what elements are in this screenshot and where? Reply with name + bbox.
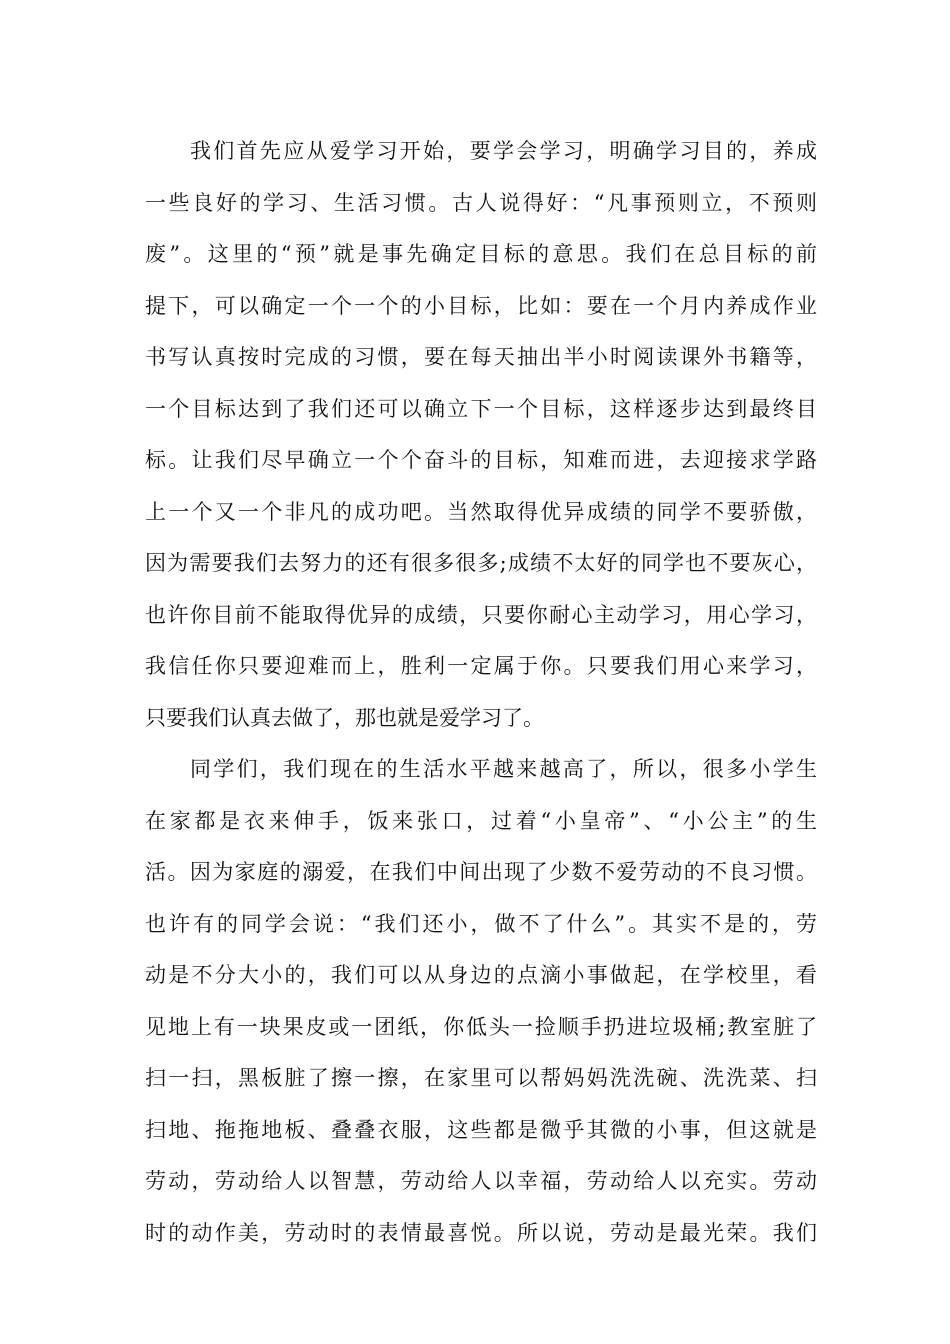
paragraph-2-line-1: 同学们，我们现在的生活水平越来越高了，所以，很多小学生 [190,757,817,781]
paragraph-2-line-3: 活。因为家庭的溺爱，在我们中间出现了少数不爱劳动的不良习惯。 [145,860,817,884]
paragraph-2-line-2: 在家都是衣来伸手，饭来张口，过着“小皇帝”、“小公主”的生 [145,808,817,833]
paragraph-1-line-9: 因为需要我们去努力的还有很多很多;成绩不太好的同学也不要灰心， [145,551,817,575]
paragraph-1-line-1: 我们首先应从爱学习开始，要学会学习，明确学习目的，养成 [190,139,817,163]
paragraph-2-line-5: 动是不分大小的，我们可以从身边的点滴小事做起，在学校里，看 [145,963,817,987]
paragraph-1-line-7: 标。让我们尽早确立一个个奋斗的目标，知难而进，去迎接求学路 [145,448,817,472]
paragraph-2-line-6: 见地上有一块果皮或一团纸，你低头一捡顺手扔进垃圾桶;教室脏了 [145,1014,817,1039]
paragraph-1-line-10: 也许你目前不能取得优异的成绩，只要你耐心主动学习，用心学习， [145,602,817,627]
paragraph-2-line-9: 劳动，劳动给人以智慧，劳动给人以幸福，劳动给人以充实。劳动 [145,1169,817,1193]
document-body [145,131,817,1264]
paragraph-1-line-3: 废”。这里的“预”就是事先确定目标的意思。我们在总目标的前 [145,242,817,266]
paragraph-1-line-5: 书写认真按时完成的习惯，要在每天抽出半小时阅读课外书籍等， [145,345,817,369]
paragraph-2-line-4: 也许有的同学会说：“我们还小，做不了什么”。其实不是的，劳 [145,911,817,936]
paragraph-2-line-7: 扫一扫，黑板脏了擦一擦，在家里可以帮妈妈洗洗碗、洗洗菜、扫 [145,1066,817,1090]
paragraph-1-line-6: 一个目标达到了我们还可以确立下一个目标，这样逐步达到最终目 [145,396,817,421]
paragraph-1-line-8: 上一个又一个非凡的成功吧。当然取得优异成绩的同学不要骄傲， [145,499,817,524]
paragraph-1-line-2: 一些良好的学习、生活习惯。古人说得好：“凡事预则立，不预则 [145,190,817,215]
paragraph-1-line-4: 提下，可以确定一个一个的小目标，比如：要在一个月内养成作业 [145,293,817,318]
paragraph-2-line-10: 时的动作美，劳动时的表情最喜悦。所以说，劳动是最光荣。我们 [145,1220,817,1245]
paragraph-1-line-11: 我信任你只要迎难而上，胜利一定属于你。只要我们用心来学习， [145,654,817,678]
paragraph-1-line-12: 只要我们认真去做了，那也就是爱学习了。 [145,705,544,730]
paragraph-2-line-8: 扫地、拖拖地板、叠叠衣服，这些都是微乎其微的小事，但这就是 [145,1117,817,1142]
